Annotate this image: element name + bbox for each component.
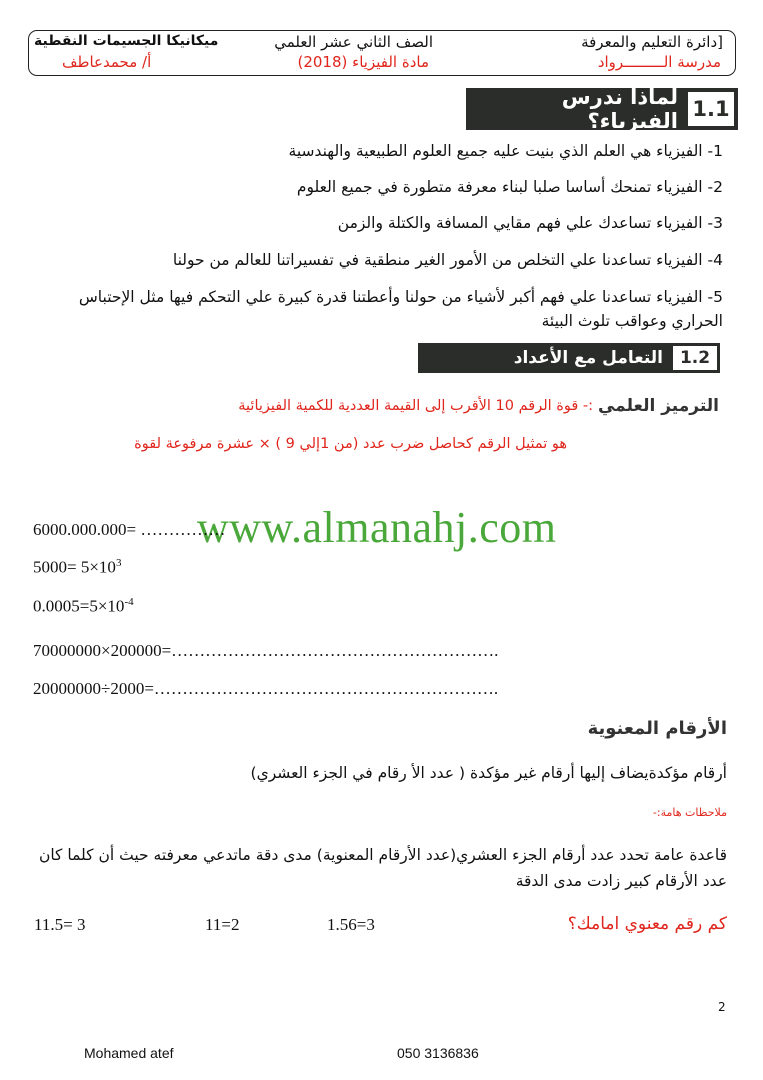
point-4: 4- الفيزياء تساعدنا علي التخلص من الأمور الغير منطقية في تفسيراتنا للعالم من حولنا: [172, 251, 723, 269]
header-subject: مادة الفيزياء (2018): [297, 53, 429, 71]
example-4: 70000000×200000=………………………………………………….: [33, 641, 499, 660]
section-1-title: لماذا ندرس الفيزياء؟: [561, 85, 678, 133]
sigfigs-notes-label: ملاحظات هامة:-: [652, 806, 727, 819]
header-dept: [دائرة التعليم والمعرفة: [581, 33, 723, 51]
sigfigs-answer-1: 1.56=3: [327, 915, 375, 934]
section-1-heading: [466, 85, 738, 133]
point-1: 1- الفيزياء هي العلم الذي بنيت عليه جميع العلوم الطبيعية والهندسية: [288, 142, 723, 160]
example-2: $5000= 5\times 10^3$: [33, 557, 122, 577]
page-number: 2: [718, 1000, 726, 1014]
sigfigs-title: الأرقام المعنوية: [587, 718, 727, 739]
point-3: 3- الفيزياء تساعدك علي فهم مقايي المسافة والكتلة والزمن: [337, 214, 723, 232]
point-5-cont: الحراري وعواقب تلوث البيئة: [541, 312, 723, 330]
watermark: www.almanahj.com: [197, 503, 557, 552]
example-5: 20000000÷2000=…………………………………………………….: [33, 679, 499, 698]
sigfigs-answer-3: 11.5= 3: [34, 915, 86, 934]
point-2: 2- الفيزياء تمنحك أساسا صلبا لبناء معرفة متطورة في جميع العلوم: [296, 178, 723, 196]
footer-phone: 050 3136836: [397, 1045, 479, 1061]
sigfigs-rule-line-1: قاعدة عامة تحدد عدد أرقام الجزء العشري(عدد الأرقام المعنوية) مدى دقة ماتدعي معرفته حيث أن كلما كان: [38, 846, 727, 864]
sigfigs-question: كم رقم معنوي امامك؟: [567, 914, 727, 934]
footer-author: Mohamed atef: [84, 1045, 174, 1061]
sci-notation-description: هو تمثيل الرقم كحاصل ضرب عدد (من 1إلي 9 ) × عشرة مرفوعة لقوة: [134, 436, 567, 452]
section-1-number: 1.1: [688, 92, 734, 126]
sci-notation-label: الترميز العلمي: [597, 396, 719, 416]
sigfigs-rule-line-2: عدد الأرقام كبير زادت مدى الدقة: [515, 872, 727, 890]
sigfigs-definition: أرقام مؤكدةيضاف إليها أرقام غير مؤكدة ( عدد الأ رقام في الجزء العشري): [250, 764, 727, 782]
section-2-number: 1.2: [673, 346, 717, 370]
sci-notation-definition: :- قوة الرقم 10 الأقرب إلى القيمة العددية للكمية الفيزيائية: [238, 398, 593, 414]
section-2-title: التعامل مع الأعداد: [513, 348, 663, 368]
header-teacher: أ/ محمدعاطف: [62, 53, 152, 71]
header-school: مدرسة الـــــــــرواد: [597, 53, 721, 71]
example-1: 6000.000.000= ……………: [33, 520, 226, 539]
sigfigs-answer-2: 11=2: [205, 915, 240, 934]
header-grade: الصف الثاني عشر العلمي: [274, 33, 433, 51]
section-2-heading: [418, 343, 720, 373]
example-3: $0.0005=5\times 10^{-4}$: [33, 596, 134, 616]
header-unit-title: ميكانيكا الجسيمات النقطية: [34, 33, 219, 49]
point-5: 5- الفيزياء تساعدنا علي فهم أكبر لأشياء من حولنا وأعطتنا قدرة كبيرة علي التحكم فيها مثل الإحتباس: [78, 288, 723, 306]
